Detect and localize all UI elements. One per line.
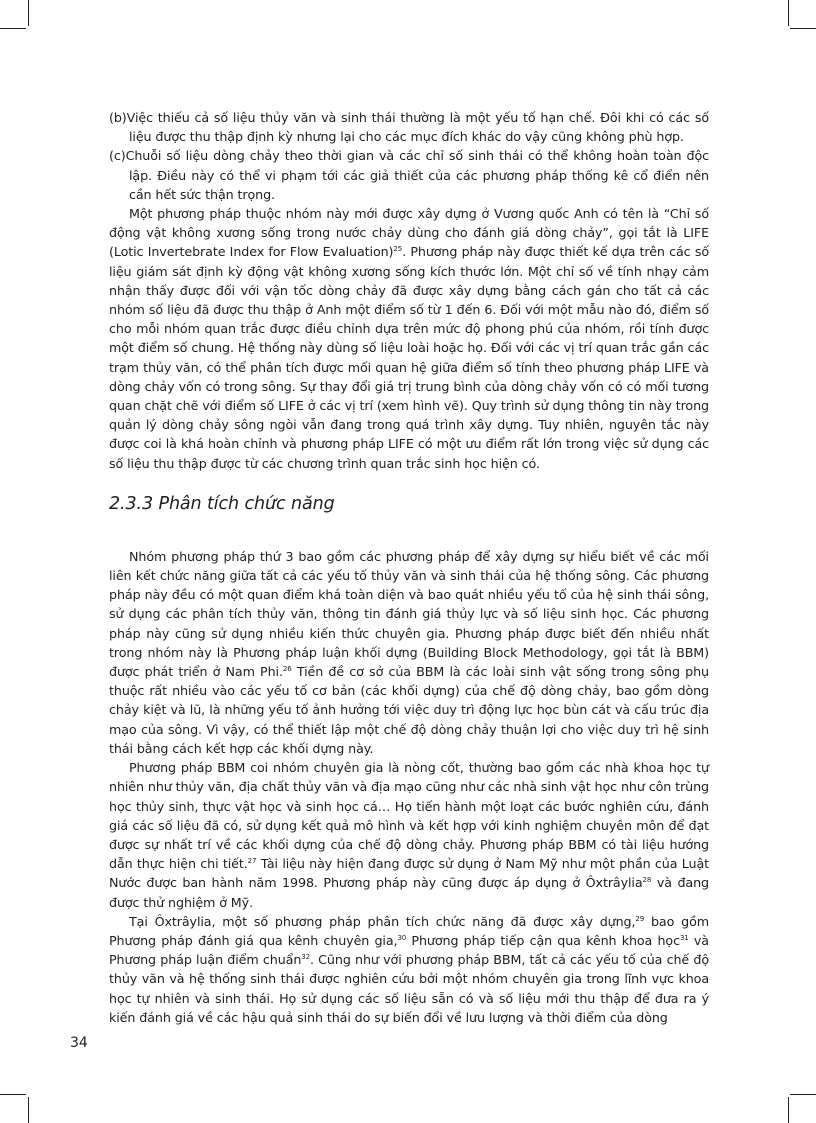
footnote-ref: 25 xyxy=(393,245,403,254)
crop-mark xyxy=(28,1097,29,1123)
list-item-text: Việc thiếu cả số liệu thủy văn và sinh thái thường là một yếu tố hạn chế. Đôi khi có các số liệu được thu thập định kỳ nhưng lại cho các mục đích khác do vậy cũng không phù hợp. xyxy=(126,110,709,145)
crop-mark xyxy=(28,0,29,26)
list-item xyxy=(109,108,709,146)
paragraph-text: Nhóm phương pháp thứ 3 bao gồm các phương pháp để xây dựng sự hiểu biết về các mối liên kết chức năng giữa tất cả các yếu tố thủy văn và sinh thái của hệ thống sông. Các phương pháp này đều có một quan điểm khá toàn diện và bao quát nhiều yếu tố của hệ sinh thái sông, sử dụng các phân tích thủy văn, thông tin đánh giá thủy lực và số liệu sinh học. Các phương pháp này cũng sử dụng nhiều kiến thức chuyên gia. Phương pháp được biết đến nhiều nhất trong nhóm này là Phương pháp luận khối dựng (Building Block Methodology, gọi tắt là BBM) được phát triển ở Nam Phi. xyxy=(109,548,709,680)
page-body xyxy=(109,108,709,1027)
list-item-text: Chuỗi số liệu dòng chảy theo thời gian và các chỉ số sinh thái có thể không hoàn toàn độc lập. Điều này có thể vi phạm tới các giả thiết của các phương pháp thống kê cổ điển nên cần hết sức thận trọng. xyxy=(125,148,709,202)
list-item-label: (c) xyxy=(109,148,126,164)
footnote-ref: 28 xyxy=(642,876,652,885)
paragraph-text: Phương pháp BBM coi nhóm chuyên gia là nòng cốt, thường bao gồm các nhà khoa học tự nhiên như thủy văn, địa chất thủy văn và địa mạo cũng như các nhà sinh vật học như côn trùng học thủy sinh, thực vật học và sinh học cá… Họ tiến hành một loạt các bước nghiên cứu, đánh giá các số liệu đã có, sử dụng kết quả mô hình và kết hợp với kinh nghiệm chuyên môn để đạt được sự nhất trí về các khối dựng của chế độ dòng chảy. Phương pháp BBM có tài liệu hướng dẫn thực hiện chi tiết. xyxy=(109,760,709,872)
footnote-ref: 27 xyxy=(247,857,257,866)
crop-mark xyxy=(790,28,816,29)
paragraph-text: và Phương pháp luận điểm chuẩn xyxy=(109,932,709,968)
page-number: 34 xyxy=(70,1035,88,1051)
paragraph-text: Tài liệu này hiện đang được sử dụng ở Nam Mỹ như một phần của Luật Nước được ban hành năm 1998. Phương pháp này cũng được áp dụng ở Ôxtrâylia xyxy=(109,856,709,891)
crop-mark xyxy=(788,0,789,26)
footnote-ref: 30 xyxy=(397,933,407,942)
paragraph-life xyxy=(109,204,709,473)
section-heading: 2.3.3 Phân tích chức năng xyxy=(109,493,335,514)
paragraph-text: và đang được thử nghiệm ở Mỹ. xyxy=(109,875,709,910)
paragraph-text: Một phương pháp thuộc nhóm này mới được xây dựng ở Vương quốc Anh có tên là “Chỉ số động vật không xương sống trong nước chảy dùng cho đánh giá dòng chảy”, gọi tắt là LIFE (Lotic Invertebrate Index for Flow Evaluation) xyxy=(109,206,709,260)
paragraph-text: . Phương pháp này được thiết kế dựa trên các số liệu giám sát định kỳ động vật không xương sống kích thước lớn. Một chỉ số về tính nhạy cảm nhận thấy được đối với vận tốc dòng chảy đã được xây dựng bằng cách gán cho tất cả các nhóm số liệu đã được thu thập ở Anh một điểm số từ 1 đến 6. Đối với một mẫu nào đó, điểm số cho mỗi nhóm quan trắc được điều chỉnh dựa trên mức độ phong phú của nhóm, rồi tính được một điểm số chung. Hệ thống này dùng số liệu loài hoặc họ. Đối với các vị trí quan trắc gần các trạm thủy văn, có thể phân tích được mối quan hệ giữa điểm số tính theo phương pháp LIFE và dòng chảy vốn có trong sông. Sự thay đổi giá trị trung bình của dòng chảy vốn có có mối tương quan chặt chẽ với điểm số LIFE ở các vị trí (xem hình vẽ). Quy trình sử dụng thông tin này trong quản lý dòng chảy sông ngòi vẫn đang trong quá trình xây dựng. Tuy nhiên, nguyên tắc này được coi là khá hoàn chỉnh và phương pháp LIFE có một ưu điểm rất lớn trong việc sử dụng các số liệu thu thập được từ các chương trình quan trắc sinh học hiện có. xyxy=(109,244,709,471)
paragraph-text: Phương pháp tiếp cận qua kênh khoa học xyxy=(406,932,680,948)
paragraph-bbm xyxy=(109,758,709,912)
crop-mark xyxy=(0,28,26,29)
crop-mark xyxy=(790,1094,816,1095)
paragraph-text: . Cũng như với phương pháp BBM, tất cả các yếu tố của chế độ thủy văn và hệ thống sinh thái được nghiên cứu bởi một nhóm chuyên gia trong lĩnh vực khoa học tự nhiên và sinh thái. Họ sử dụng các số liệu sẵn có và số liệu mới thu thập để đưa ra ý kiến đánh giá về các hậu quả sinh thái do sự biến đổi về lưu lượng và thời điểm của dòng xyxy=(109,952,710,1025)
paragraph-text: bao gồm Phương pháp đánh giá qua kênh chuyên gia, xyxy=(109,913,709,948)
paragraph-text: Tiền đề cơ sở của BBM là các loài sinh vật sống trong sông phụ thuộc rất nhiều vào các yếu tố cơ bản (các khối dựng) của chế độ dòng chảy, bao gồm dòng chảy kiệt và lũ, là những yếu tố ảnh hưởng tới việc duy trì động lực học bùn cát và cấu trúc địa mạo của sông. Vì vậy, có thể thiết lập một chế độ dòng chảy thuận lợi cho việc duy trì hệ sinh thái bằng cách kết hợp các khối dựng này. xyxy=(109,664,709,756)
footnote-ref: 31 xyxy=(679,933,689,942)
list-item xyxy=(109,146,709,204)
crop-mark xyxy=(0,1094,26,1095)
paragraph-text: Tại Ôxtrâylia, một số phương pháp phân tích chức năng đã được xây dựng, xyxy=(129,913,636,929)
paragraph-functional xyxy=(109,547,709,758)
paragraph-australia xyxy=(109,912,709,1027)
footnote-ref: 29 xyxy=(635,914,645,923)
footnote-ref: 26 xyxy=(282,665,292,674)
list-item-label: (b) xyxy=(109,110,127,125)
crop-mark xyxy=(788,1097,789,1123)
footnote-ref: 32 xyxy=(301,953,310,962)
